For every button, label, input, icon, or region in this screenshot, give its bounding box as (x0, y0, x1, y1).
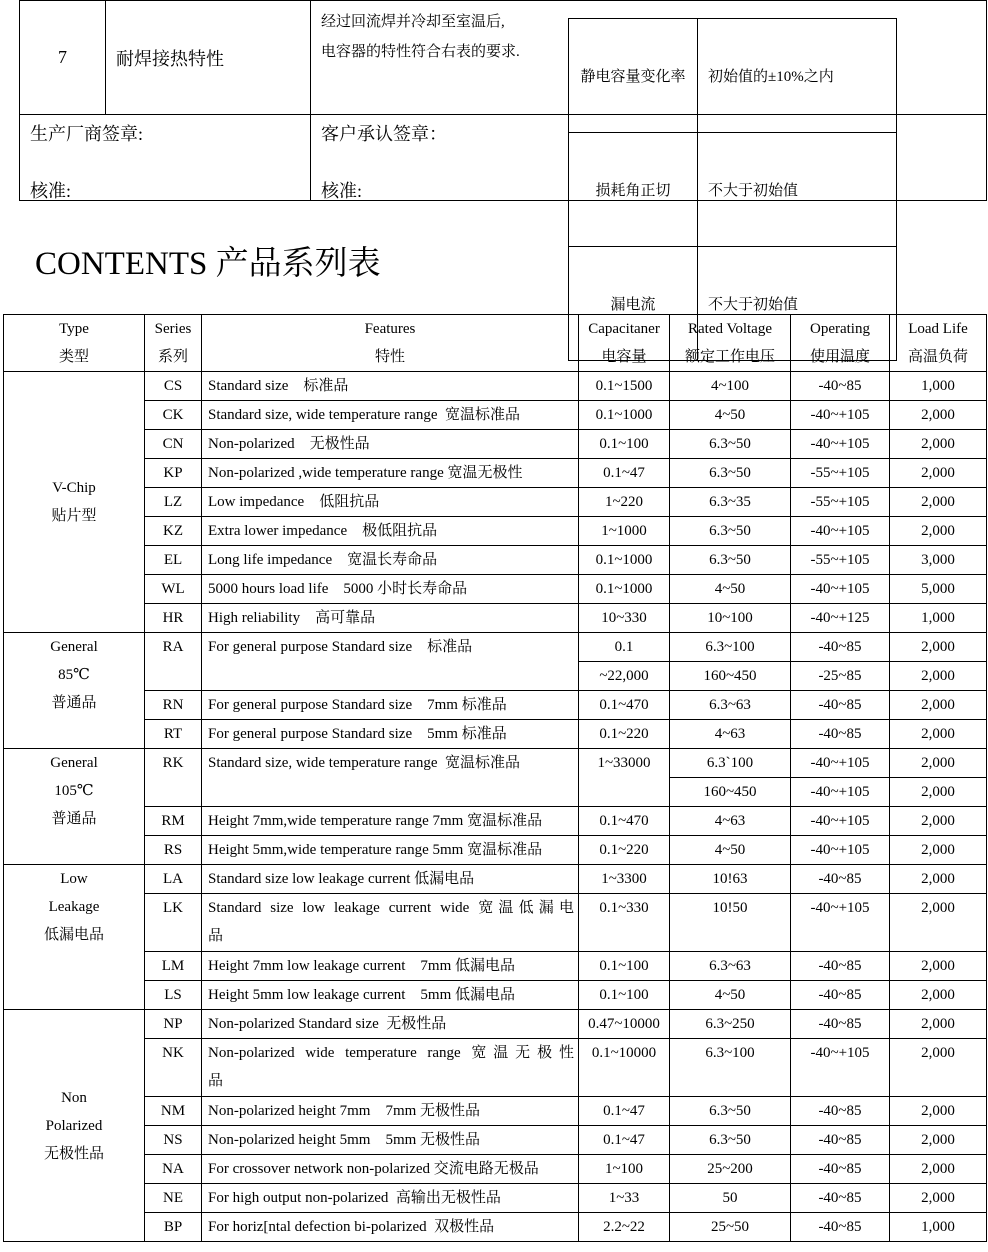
load-life: 2,000 (890, 981, 987, 1010)
text-line: Non-polarized wide temperature range 宽温无极性 (208, 1045, 574, 1061)
series-code: NM (145, 1097, 202, 1126)
table-row (4, 430, 987, 459)
load-life: 2,000 (890, 952, 987, 981)
voltage: 6.3~50 (670, 517, 791, 546)
series-code: WL (145, 575, 202, 604)
voltage: 4~63 (670, 720, 791, 749)
table-row (4, 865, 987, 894)
load-life: 2,000 (890, 517, 987, 546)
load-life: 2,000 (890, 1097, 987, 1126)
table-row (4, 517, 987, 546)
feature: Height 5mm low leakage current 5mm 低漏电品 (202, 981, 579, 1010)
feature: Extra lower impedance 极低阻抗品 (202, 517, 579, 546)
table-row (4, 691, 987, 720)
customer-signature-label: 客户承认签章： (321, 124, 447, 144)
series-code: CK (145, 401, 202, 430)
table-row (4, 401, 987, 430)
text-line: Series (154, 321, 192, 337)
voltage: 25~50 (670, 1213, 791, 1242)
temperature: -40~85 (791, 720, 890, 749)
text-line: 低漏电品 (43, 927, 104, 943)
capacitance: 0.1~220 (579, 720, 670, 749)
maker-signature-label: 生产厂商签章: (30, 124, 144, 144)
temperature: -40~85 (791, 1010, 890, 1039)
table-row (4, 1010, 987, 1039)
temperature: -40~85 (791, 1097, 890, 1126)
table-row (4, 604, 987, 633)
feature: For horiz[ntal defection bi-polarized 双极性品 (202, 1213, 579, 1242)
table-row (4, 546, 987, 575)
feature: Non-polarized ,wide temperature range 宽温无极性 (202, 459, 579, 488)
table-row (4, 836, 987, 865)
table-row (4, 894, 987, 952)
criteria-key: 静电容量变化率 (569, 19, 698, 133)
product-series-table (3, 314, 987, 1242)
text-line: 系列 (157, 349, 188, 365)
load-life: 2,000 (890, 1039, 987, 1097)
load-life: 1,000 (890, 1213, 987, 1242)
load-life: 2,000 (890, 778, 987, 807)
temperature: -40~+105 (791, 894, 890, 952)
requirement-line: 电容器的特性符合右表的要求. (321, 44, 520, 60)
text-line: 使用温度 (809, 349, 870, 365)
page-title: CONTENTS 产品系列表 (35, 246, 381, 282)
table-row (4, 459, 987, 488)
feature: Standard size, wide temperature range 宽温标准品 (202, 401, 579, 430)
table-row (4, 749, 987, 778)
temperature: -40~85 (791, 633, 890, 662)
temperature: -40~+125 (791, 604, 890, 633)
temperature: -40~85 (791, 1213, 890, 1242)
temperature: -55~+105 (791, 546, 890, 575)
feature: For crossover network non-polarized 交流电路无极品 (202, 1155, 579, 1184)
voltage: 6.3~250 (670, 1010, 791, 1039)
feature (202, 894, 579, 952)
load-life: 2,000 (890, 1184, 987, 1213)
voltage: 6.3~100 (670, 1039, 791, 1097)
load-life: 2,000 (890, 720, 987, 749)
series-code: RK (145, 749, 202, 807)
series-code: NE (145, 1184, 202, 1213)
text-line: 无极性品 (43, 1145, 104, 1162)
load-life: 3,000 (890, 546, 987, 575)
text-line: Low (60, 871, 88, 887)
voltage: 25~200 (670, 1155, 791, 1184)
capacitance: 0.1~330 (579, 894, 670, 952)
table-row (4, 720, 987, 749)
feature: Height 7mm low leakage current 7mm 低漏电品 (202, 952, 579, 981)
capacitance: 0.1~1000 (579, 546, 670, 575)
voltage: 6.3~100 (670, 633, 791, 662)
load-life: 2,000 (890, 430, 987, 459)
temperature: -40~+105 (791, 517, 890, 546)
group-vchip (4, 372, 145, 633)
text-line: Load Life (908, 321, 968, 337)
voltage: 160~450 (670, 662, 791, 691)
voltage: 6.3~50 (670, 459, 791, 488)
criteria-value: 不大于初始值 (698, 247, 897, 361)
load-life: 1,000 (890, 604, 987, 633)
load-life: 2,000 (890, 749, 987, 778)
test-item-row (20, 1, 987, 115)
temperature: -40~85 (791, 1184, 890, 1213)
series-code: KP (145, 459, 202, 488)
capacitance: 0.1~100 (579, 952, 670, 981)
feature: For general purpose Standard size 标准品 (202, 633, 579, 691)
table-row (4, 575, 987, 604)
feature (202, 1039, 579, 1097)
customer-signature-cell (311, 115, 987, 201)
criteria-key: 损耗角正切 (569, 133, 698, 247)
temperature: -55~+105 (791, 488, 890, 517)
capacitance: 0.1~10000 (579, 1039, 670, 1097)
temperature: -40~+105 (791, 401, 890, 430)
series-code: RA (145, 633, 202, 691)
capacitance: 1~3300 (579, 865, 670, 894)
header-series (145, 315, 202, 372)
table-row (4, 1213, 987, 1242)
text-line: 贴片型 (51, 508, 97, 524)
feature: Low impedance 低阻抗品 (202, 488, 579, 517)
load-life: 2,000 (890, 662, 987, 691)
temperature: -40~85 (791, 1155, 890, 1184)
temperature: -55~+105 (791, 459, 890, 488)
temperature: -40~+105 (791, 807, 890, 836)
capacitance: 1~1000 (579, 517, 670, 546)
series-code: KZ (145, 517, 202, 546)
text-line: Features (364, 321, 416, 337)
voltage: 4~50 (670, 401, 791, 430)
text-line: Non (61, 1089, 87, 1106)
feature: For high output non-polarized 高输出无极性品 (202, 1184, 579, 1213)
requirement-line: 经过回流焊并冷却至室温后, (321, 14, 505, 30)
temperature: -40~+105 (791, 749, 890, 778)
text-line: 品 (208, 928, 224, 944)
text-line: 特性 (374, 349, 405, 365)
voltage: 6.3~50 (670, 1126, 791, 1155)
temperature: -40~85 (791, 1126, 890, 1155)
voltage: 6.3~35 (670, 488, 791, 517)
capacitance: 1~100 (579, 1155, 670, 1184)
customer-approve-label: 核准: (321, 181, 363, 201)
load-life: 2,000 (890, 836, 987, 865)
text-line: 品 (208, 1073, 224, 1089)
capacitance: 0.1~470 (579, 691, 670, 720)
item-name: 耐焊接热特性 (106, 1, 311, 115)
text-line: Standard size low leakage current wide 宽温低漏电 (208, 900, 574, 916)
maker-approve-label: 核准: (30, 181, 72, 201)
item-number: 7 (20, 1, 106, 115)
voltage: 6.3~63 (670, 691, 791, 720)
voltage: 4~50 (670, 575, 791, 604)
feature: Non-polarized height 7mm 7mm 无极性品 (202, 1097, 579, 1126)
table-row (4, 952, 987, 981)
series-code: NP (145, 1010, 202, 1039)
table-row (4, 981, 987, 1010)
voltage: 10!50 (670, 894, 791, 952)
series-code: CN (145, 430, 202, 459)
feature: Standard size, wide temperature range 宽温标准品 (202, 749, 579, 807)
series-code: RM (145, 807, 202, 836)
load-life: 2,000 (890, 1155, 987, 1184)
criteria-value: 不大于初始值 (698, 133, 897, 247)
load-life: 2,000 (890, 488, 987, 517)
series-code: LM (145, 952, 202, 981)
feature: Non-polarized height 5mm 5mm 无极性品 (202, 1126, 579, 1155)
load-life: 2,000 (890, 1126, 987, 1155)
criteria-value: 初始值的±10%之内 (698, 19, 897, 133)
table-row (4, 1097, 987, 1126)
header-load-life (890, 315, 987, 372)
table-row (4, 633, 987, 662)
text-line: Polarized (45, 1117, 103, 1134)
feature: Height 5mm,wide temperature range 5mm 宽温标准品 (202, 836, 579, 865)
series-code: HR (145, 604, 202, 633)
voltage: 6.3~50 (670, 546, 791, 575)
table-row (4, 372, 987, 401)
load-life: 2,000 (890, 459, 987, 488)
temperature: -40~+105 (791, 430, 890, 459)
temperature: -40~85 (791, 865, 890, 894)
header-operating-temp (791, 315, 890, 372)
capacitance: 1~220 (579, 488, 670, 517)
text-line: Capacitaner (588, 321, 660, 337)
table-header-row (4, 315, 987, 372)
load-life: 1,000 (890, 372, 987, 401)
header-capacitance (579, 315, 670, 372)
load-life: 2,000 (890, 633, 987, 662)
feature: For general purpose Standard size 5mm 标准品 (202, 720, 579, 749)
voltage: 4~50 (670, 981, 791, 1010)
text-line: Leakage (48, 899, 100, 915)
table-row (4, 1155, 987, 1184)
series-code: RS (145, 836, 202, 865)
feature: For general purpose Standard size 7mm 标准品 (202, 691, 579, 720)
header-features (202, 315, 579, 372)
capacitance: 0.1~220 (579, 836, 670, 865)
capacitance: 0.1 (579, 633, 670, 662)
text-line: General (50, 755, 98, 771)
header-rated-voltage (670, 315, 791, 372)
text-line: 普通品 (51, 811, 97, 827)
load-life: 5,000 (890, 575, 987, 604)
temperature: -40~+105 (791, 1039, 890, 1097)
voltage: 4~100 (670, 372, 791, 401)
series-code: LK (145, 894, 202, 952)
series-code: LS (145, 981, 202, 1010)
voltage: 4~63 (670, 807, 791, 836)
capacitance: 0.1~1000 (579, 401, 670, 430)
feature: Non-polarized Standard size 无极性品 (202, 1010, 579, 1039)
text-line: 类型 (58, 349, 89, 365)
load-life: 2,000 (890, 894, 987, 952)
capacitance: 0.1~47 (579, 1126, 670, 1155)
table-row (4, 1039, 987, 1097)
text-line: 105℃ (54, 783, 94, 799)
series-code: CS (145, 372, 202, 401)
series-code: RT (145, 720, 202, 749)
text-line: 85℃ (58, 667, 90, 683)
voltage: 6.3~63 (670, 952, 791, 981)
group-general-105 (4, 749, 145, 865)
capacitance: 0.47~10000 (579, 1010, 670, 1039)
text-line: Operating (810, 321, 870, 337)
load-life: 2,000 (890, 401, 987, 430)
series-code: RN (145, 691, 202, 720)
criteria-key: 漏电流 (569, 247, 698, 361)
capacitance: 0.1~1500 (579, 372, 670, 401)
series-code: LA (145, 865, 202, 894)
requirement-text (321, 7, 551, 67)
feature: 5000 hours load life 5000 小时长寿命品 (202, 575, 579, 604)
temperature: -40~85 (791, 981, 890, 1010)
text-line: 高温负荷 (907, 349, 968, 365)
temperature: -40~85 (791, 372, 890, 401)
feature: Non-polarized 无极性品 (202, 430, 579, 459)
capacitance: 1~33000 (579, 749, 670, 807)
text-line: 额定工作电压 (684, 349, 775, 365)
series-code: LZ (145, 488, 202, 517)
table-row (4, 488, 987, 517)
voltage: 10!63 (670, 865, 791, 894)
text-line: General (50, 639, 98, 655)
voltage: 50 (670, 1184, 791, 1213)
capacitance: 0.1~47 (579, 1097, 670, 1126)
capacitance: 2.2~22 (579, 1213, 670, 1242)
feature: Long life impedance 宽温长寿命品 (202, 546, 579, 575)
capacitance: 1~33 (579, 1184, 670, 1213)
group-general-85 (4, 633, 145, 749)
temperature: -40~85 (791, 691, 890, 720)
load-life: 2,000 (890, 1010, 987, 1039)
series-code: NS (145, 1126, 202, 1155)
text-line: Rated Voltage (687, 321, 773, 337)
series-code: EL (145, 546, 202, 575)
group-non-polarized (4, 1010, 145, 1242)
text-line: 电容量 (601, 349, 647, 365)
voltage: 10~100 (670, 604, 791, 633)
load-life: 2,000 (890, 865, 987, 894)
capacitance: 0.1~47 (579, 459, 670, 488)
text-line: V-Chip (52, 480, 96, 496)
capacitance: 0.1~100 (579, 981, 670, 1010)
capacitance: 10~330 (579, 604, 670, 633)
maker-signature-cell (20, 115, 311, 201)
text-line: Type (59, 321, 89, 337)
feature: Standard size 标准品 (202, 372, 579, 401)
signature-row (20, 115, 987, 201)
temperature: -40~+105 (791, 575, 890, 604)
capacitance: 0.1~470 (579, 807, 670, 836)
voltage: 4~50 (670, 836, 791, 865)
voltage: 6.3`100 (670, 749, 791, 778)
feature: High reliability 高可靠品 (202, 604, 579, 633)
capacitance: ~22,000 (579, 662, 670, 691)
load-life: 2,000 (890, 691, 987, 720)
series-code: NK (145, 1039, 202, 1097)
temperature: -40~+105 (791, 778, 890, 807)
table-row (4, 1184, 987, 1213)
table-row (4, 807, 987, 836)
capacitance: 0.1~100 (579, 430, 670, 459)
voltage: 6.3~50 (670, 430, 791, 459)
feature: Standard size low leakage current 低漏电品 (202, 865, 579, 894)
header-type (4, 315, 145, 372)
group-low-leakage (4, 865, 145, 1010)
temperature: -40~+105 (791, 836, 890, 865)
temperature: -25~85 (791, 662, 890, 691)
text-line: 普通品 (51, 695, 97, 711)
voltage: 160~450 (670, 778, 791, 807)
table-row (4, 1126, 987, 1155)
series-code: NA (145, 1155, 202, 1184)
load-life: 2,000 (890, 807, 987, 836)
capacitance: 0.1~1000 (579, 575, 670, 604)
voltage: 6.3~50 (670, 1097, 791, 1126)
series-code: BP (145, 1213, 202, 1242)
temperature: -40~85 (791, 952, 890, 981)
feature: Height 7mm,wide temperature range 7mm 宽温标准品 (202, 807, 579, 836)
